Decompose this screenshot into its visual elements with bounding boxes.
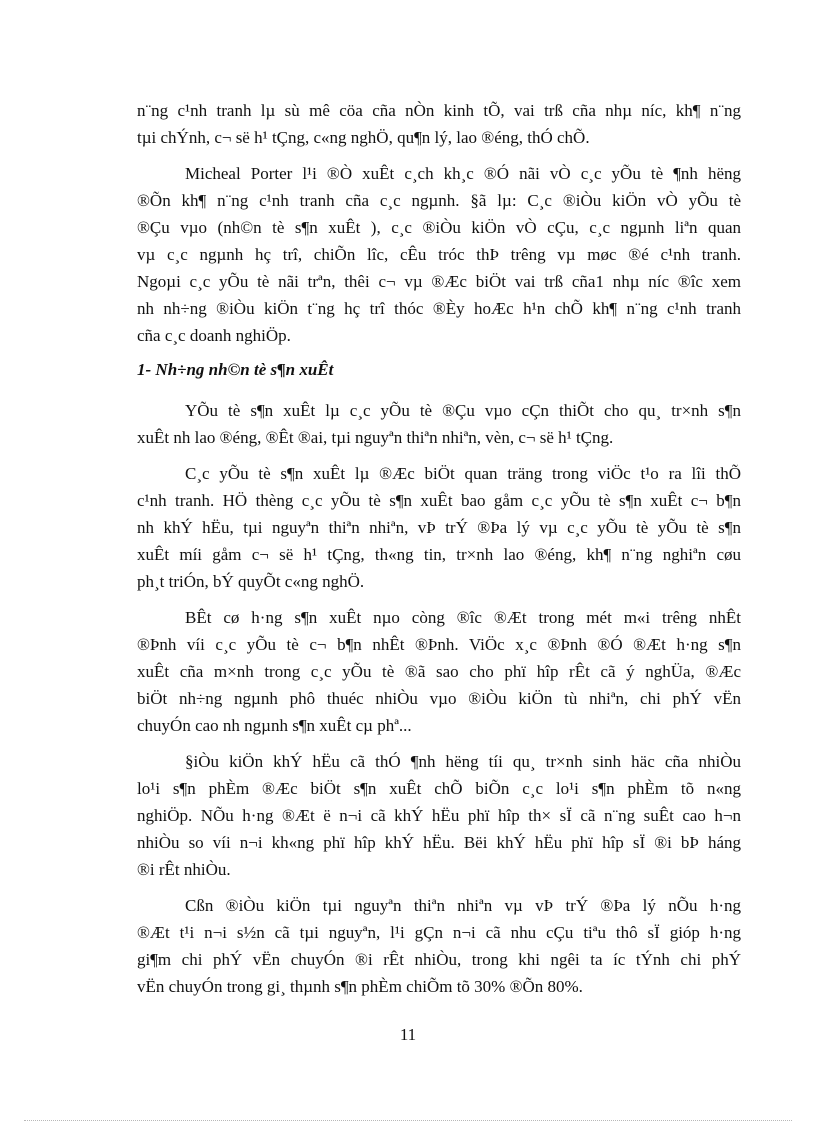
body-text-line: nghiÖp. NÕu h·ng ®Æt ë n¬i cã khÝ hËu phï hîp th× sÏ cã n¨ng suÊt cao h¬n xyxy=(137,806,741,825)
body-text-line: ®Æt t¹i n¬i s½n cã tµi nguyªn, l¹i gÇn n¬i cã nhu cÇu tiªu thô sÏ gióp h·ng xyxy=(137,923,741,942)
body-text-line: BÊt cø h·ng s¶n xuÊt nµo còng ®îc ®Æt trong mét m«i trêng nhÊt xyxy=(185,608,741,627)
body-text-line: c¹nh tranh. HÖ thèng c¸c yÕu tè s¶n xuÊt bao gåm c¸c yÕu tè s¶n xuÊt c¬ b¶n xyxy=(137,491,741,510)
body-text-line: §iÒu kiÖn khÝ hËu cã thÓ ¶nh hëng tíi qu¸ tr×nh sinh häc cña nhiÒu xyxy=(185,752,741,771)
body-text-line: lo¹i s¶n phÈm ®Æc biÖt s¶n xuÊt chÕ biÕn c¸c lo¹i s¶n phÈm tõ n«ng xyxy=(137,779,741,798)
body-text-line: ph¸t triÓn, bÝ quyÕt c«ng nghÖ. xyxy=(137,572,365,591)
body-text-line: Ngoµi c¸c yÕu tè nãi trªn, thêi c¬ vµ ®Æc biÖt vai trß cña1 nhµ níc ®îc xem xyxy=(137,272,741,291)
body-text-line: C¸c yÕu tè s¶n xuÊt lµ ®Æc biÖt quan träng trong viÖc t¹o ra lîi thÕ xyxy=(185,464,741,483)
section-heading: 1- Nh÷ng nh©n tè s¶n xuÊt xyxy=(137,360,334,379)
body-text-line: ®Õn kh¶ n¨ng c¹nh tranh cña c¸c ngµnh. §ã lµ: C¸c ®iÒu kiÖn vÒ yÕu tè xyxy=(137,191,741,210)
body-text-line: vËn chuyÓn trong gi¸ thµnh s¶n phÈm chiÕm tõ 30% ®Õn 80%. xyxy=(137,977,583,996)
body-text-line: xuÊt míi gåm c¬ së h¹ tÇng, th«ng tin, tr×nh lao ®éng, kh¶ n¨ng nghiªn cøu xyxy=(137,545,741,564)
body-text-line: nh nh÷ng ®iÒu kiÖn t¨ng hç trî thóc ®Èy hoÆc h¹n chÕ kh¶ n¨ng c¹nh tranh xyxy=(137,299,741,318)
body-text-line: ®Çu vµo (nh©n tè s¶n xuÊt ), c¸c ®iÒu kiÖn vÒ cÇu, c¸c ngµnh liªn quan xyxy=(137,218,741,237)
body-text-line: chuyÓn cao nh ngµnh s¶n xuÊt cµ phª... xyxy=(137,716,412,735)
page-number: 11 xyxy=(399,1025,417,1044)
body-text-line: vµ c¸c ngµnh hç trî, chiÕn lîc, cÊu tróc thÞ trêng vµ møc ®é c¹nh tranh. xyxy=(137,245,741,264)
body-text-line: ®Þnh víi c¸c yÕu tè c¬ b¶n nhÊt ®Þnh. ViÖc x¸c ®Þnh ®Ó ®Æt h·ng s¶n xyxy=(137,635,741,654)
body-text-line: Micheal Porter l¹i ®Ò xuÊt c¸ch kh¸c ®Ó nãi vÒ c¸c yÕu tè ¶nh hëng xyxy=(185,164,741,183)
body-text-line: gi¶m chi phÝ vËn chuyÓn ®i rÊt nhiÒu, trong khi ngêi ta íc tÝnh chi phÝ xyxy=(137,950,741,969)
body-text-line: xuÊt nh lao ®éng, ®Êt ®ai, tµi nguyªn thiªn nhiªn, vèn, c¬ së h¹ tÇng. xyxy=(137,428,614,447)
body-text-line: Cßn ®iÒu kiÖn tµi nguyªn thiªn nhiªn vµ vÞ trÝ ®Þa lý nÕu h·ng xyxy=(185,896,741,915)
body-text-line: ®i rÊt nhiÒu. xyxy=(137,860,231,879)
body-text-line: n¨ng c¹nh tranh lµ sù mê cöa cña nÒn kinh tÕ, vai trß cña nhµ níc, kh¶ n¨ng xyxy=(137,101,741,120)
body-text-line: cña c¸c doanh nghiÖp. xyxy=(137,326,291,345)
page-bottom-divider xyxy=(24,1120,792,1121)
body-text-line: nhiÒu so víi n¬i kh«ng phï hîp khÝ hËu. Bëi khÝ hËu phï hîp sÏ ®i bÞ háng xyxy=(137,833,741,852)
body-text-line: xuÊt cña m×nh trong c¸c yÕu tè ®ã sao cho phï hîp rÊt cã ý nghÜa, ®Æc xyxy=(137,662,741,681)
body-text-line: YÕu tè s¶n xuÊt lµ c¸c yÕu tè ®Çu vµo cÇn thiÕt cho qu¸ tr×nh s¶n xyxy=(185,401,741,420)
body-text-line: nh khÝ hËu, tµi nguyªn thiªn nhiªn, vÞ trÝ ®Þa lý vµ c¸c yÕu tè yÕu tè s¶n xyxy=(137,518,741,537)
body-text-line: biÖt nh÷ng ngµnh phô thuéc nhiÒu vµo ®iÒu kiÖn tù nhiªn, chi phÝ vËn xyxy=(137,689,741,708)
body-text-line: tµi chÝnh, c¬ së h¹ tÇng, c«ng nghÖ, qu¶n lý, lao ®éng, thÓ chÕ. xyxy=(137,128,590,147)
